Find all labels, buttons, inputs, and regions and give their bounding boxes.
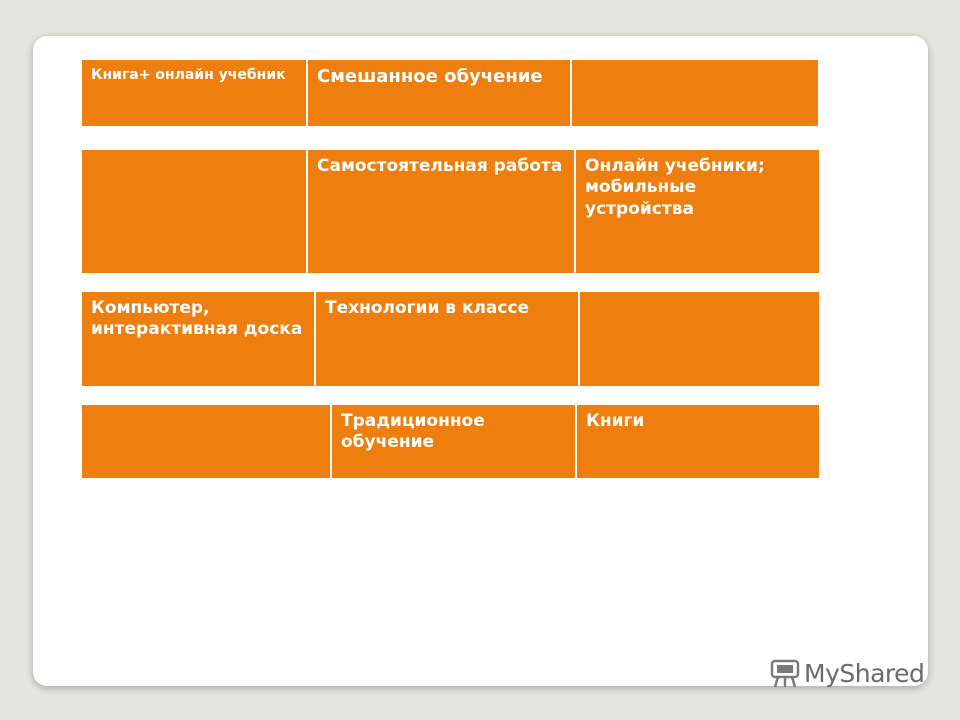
cell-3-2: Технологии в классе xyxy=(316,292,578,386)
cell-2-2: Самостоятельная работа xyxy=(308,150,574,273)
cell-1-1: Книга+ онлайн учебник xyxy=(82,60,306,126)
cell-3-3 xyxy=(580,292,819,386)
cell-4-3: Книги xyxy=(577,405,819,478)
cell-1-2: Смешанное обучение xyxy=(308,60,570,126)
table-row-2 xyxy=(82,150,819,273)
table-row-1 xyxy=(82,60,818,126)
cell-4-1 xyxy=(82,405,330,478)
myshared-logo-icon xyxy=(768,656,802,690)
myshared-logo-text: MyShared xyxy=(804,658,925,688)
table-row-3 xyxy=(82,292,819,386)
cell-3-1: Компьютер, интерактивная доска xyxy=(82,292,314,386)
cell-2-1 xyxy=(82,150,306,273)
myshared-logo xyxy=(768,656,924,690)
cell-2-3: Онлайн учебники; мобильные устройства xyxy=(576,150,819,273)
table-row-4 xyxy=(82,405,819,478)
cell-4-2: Традиционное обучение xyxy=(332,405,575,478)
cell-1-3 xyxy=(572,60,818,126)
